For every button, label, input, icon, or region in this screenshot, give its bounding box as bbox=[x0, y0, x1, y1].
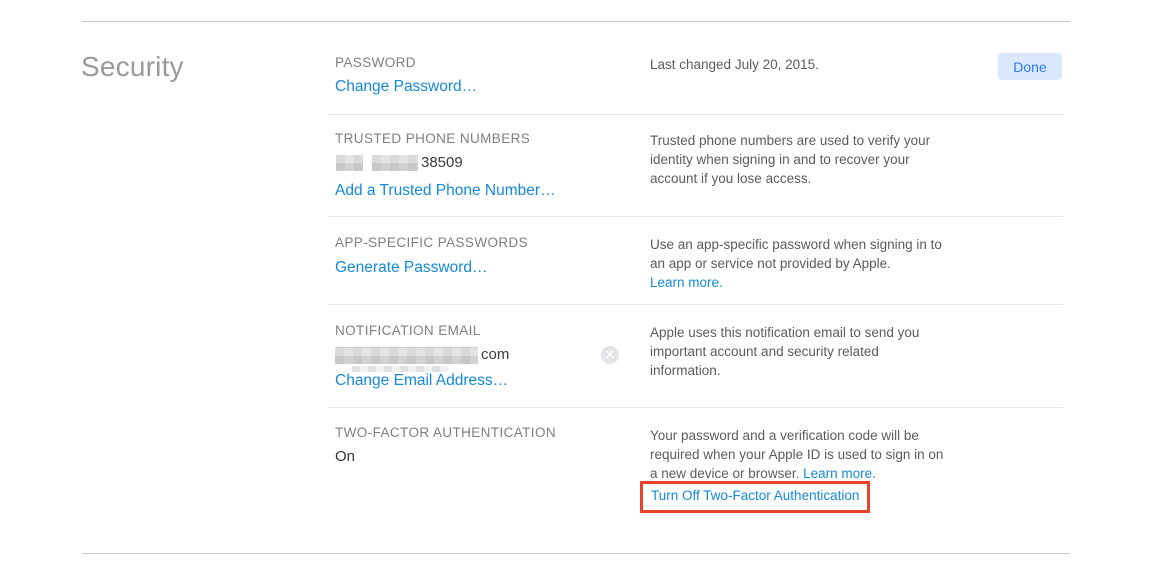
top-rule bbox=[82, 21, 1070, 22]
notification-email-section-label: NOTIFICATION EMAIL bbox=[335, 323, 481, 338]
notification-email-description: Apple uses this notification email to send you important account and security related information. bbox=[650, 325, 920, 378]
annotation-highlight-box bbox=[640, 481, 870, 513]
page-title: Security bbox=[81, 51, 184, 82]
two-factor-learn-more-link[interactable]: Learn more. bbox=[803, 466, 876, 481]
two-factor-status: On bbox=[335, 448, 356, 465]
notification-email-domain: com bbox=[481, 346, 510, 363]
section-divider bbox=[328, 114, 1063, 115]
add-trusted-phone-link[interactable]: Add a Trusted Phone Number… bbox=[335, 182, 556, 199]
two-factor-section-label: TWO-FACTOR AUTHENTICATION bbox=[335, 425, 556, 440]
password-description: Last changed July 20, 2015. bbox=[650, 57, 819, 72]
turn-off-two-factor-link[interactable]: Turn Off Two-Factor Authentication bbox=[651, 488, 860, 503]
change-password-link[interactable]: Change Password… bbox=[335, 78, 478, 95]
section-divider bbox=[328, 304, 1063, 305]
section-divider bbox=[328, 216, 1063, 217]
section-divider bbox=[328, 407, 1063, 408]
trusted-phone-description: Trusted phone numbers are used to verify your identity when signing in and to recover your account if you lose access. bbox=[650, 133, 931, 186]
app-specific-description bbox=[650, 235, 952, 292]
trusted-phone-number: 38509 bbox=[421, 154, 463, 171]
redacted-phone-blur bbox=[372, 155, 418, 171]
remove-email-icon[interactable]: ✕ bbox=[601, 346, 619, 364]
trusted-phone-section-label: TRUSTED PHONE NUMBERS bbox=[335, 131, 531, 146]
bottom-rule bbox=[82, 553, 1070, 554]
app-specific-description-text: Use an app-specific password when signing in to an app or service not provided by Apple. bbox=[650, 237, 942, 271]
done-button[interactable]: Done bbox=[998, 53, 1062, 80]
redacted-phone-blur bbox=[336, 155, 363, 171]
app-specific-section-label: APP-SPECIFIC PASSWORDS bbox=[335, 235, 529, 250]
two-factor-description-text: Your password and a verification code will be required when your Apple ID is used to sign in on a new device or browser. bbox=[650, 428, 944, 481]
password-section-label: PASSWORD bbox=[335, 55, 416, 70]
redacted-email-blur bbox=[335, 347, 478, 364]
generate-password-link[interactable]: Generate Password… bbox=[335, 259, 488, 276]
change-email-link[interactable]: Change Email Address… bbox=[335, 372, 509, 389]
app-specific-learn-more-link[interactable]: Learn more. bbox=[650, 275, 723, 290]
two-factor-description bbox=[650, 426, 952, 483]
